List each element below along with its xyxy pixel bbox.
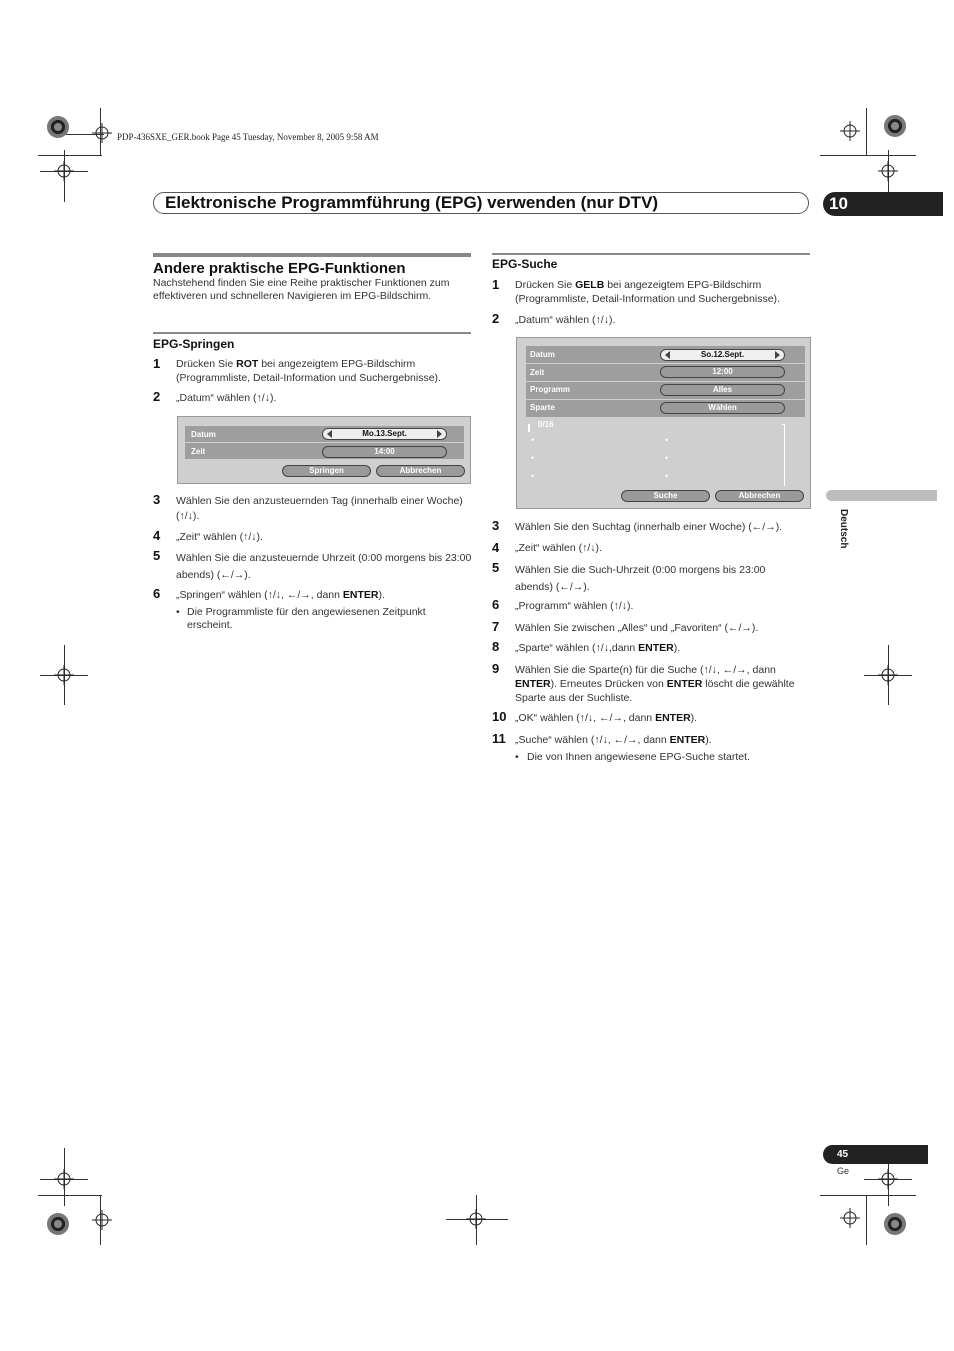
step-number: 6 [492,597,500,612]
step-number: 5 [153,548,161,563]
date-selector[interactable]: So.12.Sept. [660,349,785,361]
list-item[interactable]: • [531,453,535,463]
section-rule [153,253,471,257]
list-item[interactable]: • [665,471,669,481]
page-number: 45 [823,1145,928,1164]
step-number: 7 [492,619,500,634]
crosshair-icon [92,1210,112,1230]
step-number: 8 [492,639,500,654]
chapter-number: 10 [823,192,943,216]
page-title: Elektronische Programmführung (EPG) verwenden (nur DTV) [165,193,659,212]
crosshair-icon [54,665,74,685]
crosshair-icon [878,665,898,685]
program-selector[interactable]: Alles [660,384,785,396]
step-number: 11 [492,731,506,746]
step-number: 2 [153,389,161,404]
cancel-button[interactable]: Abbrechen [715,490,804,502]
epg-search-dialog [516,337,811,509]
list-item[interactable]: • [665,453,669,463]
step-text: Wählen Sie den Suchtag (innerhalb einer Woche) (←/→). [515,521,783,533]
bullet-note: • Die von Ihnen angewiesene EPG-Suche startet. [515,751,750,763]
crosshair-icon [840,121,860,141]
registration-disc-icon [47,1213,69,1235]
arrow-right-icon [775,351,780,359]
step-text: „Suche“ wählen (↑/↓, ←/→, dann ENTER). [515,734,712,746]
step-text: „Zeit“ wählen (↑/↓). [176,531,263,543]
registration-disc-icon [884,115,906,137]
date-selector[interactable]: Mo.13.Sept. [322,428,447,440]
jump-button[interactable]: Springen [282,465,371,477]
search-button[interactable]: Suche [621,490,710,502]
time-selector[interactable]: 12:00 [660,366,785,378]
step-number: 4 [492,540,500,555]
step-number: 5 [492,560,500,575]
registration-disc-icon [884,1213,906,1235]
list-item[interactable]: • [531,471,535,481]
subsection-heading: EPG-Springen [153,337,235,351]
crosshair-icon [54,1169,74,1189]
step-text: „Datum“ wählen (↑/↓). [515,314,616,326]
subsection-rule [492,253,810,255]
genre-list-box [528,424,785,486]
step-number: 3 [153,492,161,507]
step-number: 4 [153,528,161,543]
step-text: Drücken Sie GELB bei angezeigtem EPG-Bildschirm (Programmliste, Detail-Information und Suchergebnisse). [515,279,780,305]
genre-select-button[interactable]: Wählen [660,402,785,414]
crosshair-icon [92,123,112,143]
book-info: PDP-436SXE_GER.book Page 45 Tuesday, November 8, 2005 9:58 AM [117,132,379,142]
dialog-label-time: Zeit [191,447,206,456]
step-text: Wählen Sie die Sparte(n) für die Suche (↑/↓, ←/→, dann ENTER). Erneutes Drücken von ENTER löscht die gewählte Sparte aus der Suchliste. [515,664,795,704]
step-text: „Datum“ wählen (↑/↓). [176,392,277,404]
step-number: 3 [492,518,500,533]
time-selector[interactable]: 14:00 [322,446,447,458]
registration-disc-icon [47,116,69,138]
step-number: 1 [492,277,500,292]
step-number: 10 [492,709,507,724]
page-language-code: Ge [837,1166,850,1176]
crosshair-icon [840,1208,860,1228]
step-text: Wählen Sie zwischen „Alles“ und „Favoriten“ (←/→). [515,622,759,634]
crosshair-icon [878,1169,898,1189]
dialog-label-time: Zeit [530,368,545,377]
epg-jump-dialog [177,416,471,484]
step-text: Wählen Sie die Such-Uhrzeit (0:00 morgens bis 23:00 abends) (←/→). [515,564,766,593]
dialog-label-date: Datum [530,350,555,359]
side-tab-bar [826,490,937,501]
subsection-heading: EPG-Suche [492,257,558,271]
arrow-left-icon [327,430,332,438]
cancel-button[interactable]: Abbrechen [376,465,465,477]
step-text: „OK“ wählen (↑/↓, ←/→, dann ENTER). [515,712,698,724]
step-number: 1 [153,356,161,371]
step-text: „Sparte“ wählen (↑/↓,dann ENTER). [515,642,681,654]
genre-count: 0/16 [538,420,554,429]
dialog-label-program: Programm [530,385,571,394]
crosshair-icon [466,1209,486,1229]
side-tab-language: Deutsch [838,509,849,549]
arrow-right-icon [437,430,442,438]
section-intro: Nachstehend finden Sie eine Reihe praktischer Funktionen zum effektiveren und schnelleren Navigieren im EPG-Bildschirm. [153,277,450,302]
subsection-rule [153,332,471,334]
list-item[interactable]: • [531,435,535,445]
dialog-label-genre: Sparte [530,403,555,412]
list-item[interactable]: • [665,435,669,445]
step-text: Wählen Sie die anzusteuernde Uhrzeit (0:00 morgens bis 23:00 abends) (←/→). [176,552,472,581]
step-number: 6 [153,586,161,601]
step-text: Drücken Sie ROT bei angezeigtem EPG-Bildschirm (Programmliste, Detail-Information und Suchergebnisse). [176,358,441,384]
crosshair-icon [878,161,898,181]
step-text: Wählen Sie den anzusteuernden Tag (innerhalb einer Woche) (↑/↓). [176,495,463,522]
step-text: „Programm“ wählen (↑/↓). [515,600,634,612]
crosshair-icon [54,161,74,181]
section-heading: Andere praktische EPG-Funktionen [153,260,406,277]
step-text: „Springen“ wählen (↑/↓, ←/→, dann ENTER). [176,589,385,601]
step-number: 9 [492,661,500,676]
step-text: „Zeit“ wählen (↑/↓). [515,542,602,554]
dialog-label-date: Datum [191,430,216,439]
step-number: 2 [492,311,500,326]
arrow-left-icon [665,351,670,359]
bullet-note: • Die Programmliste für den angewiesenen Zeitpunkt erscheint. [176,606,426,631]
